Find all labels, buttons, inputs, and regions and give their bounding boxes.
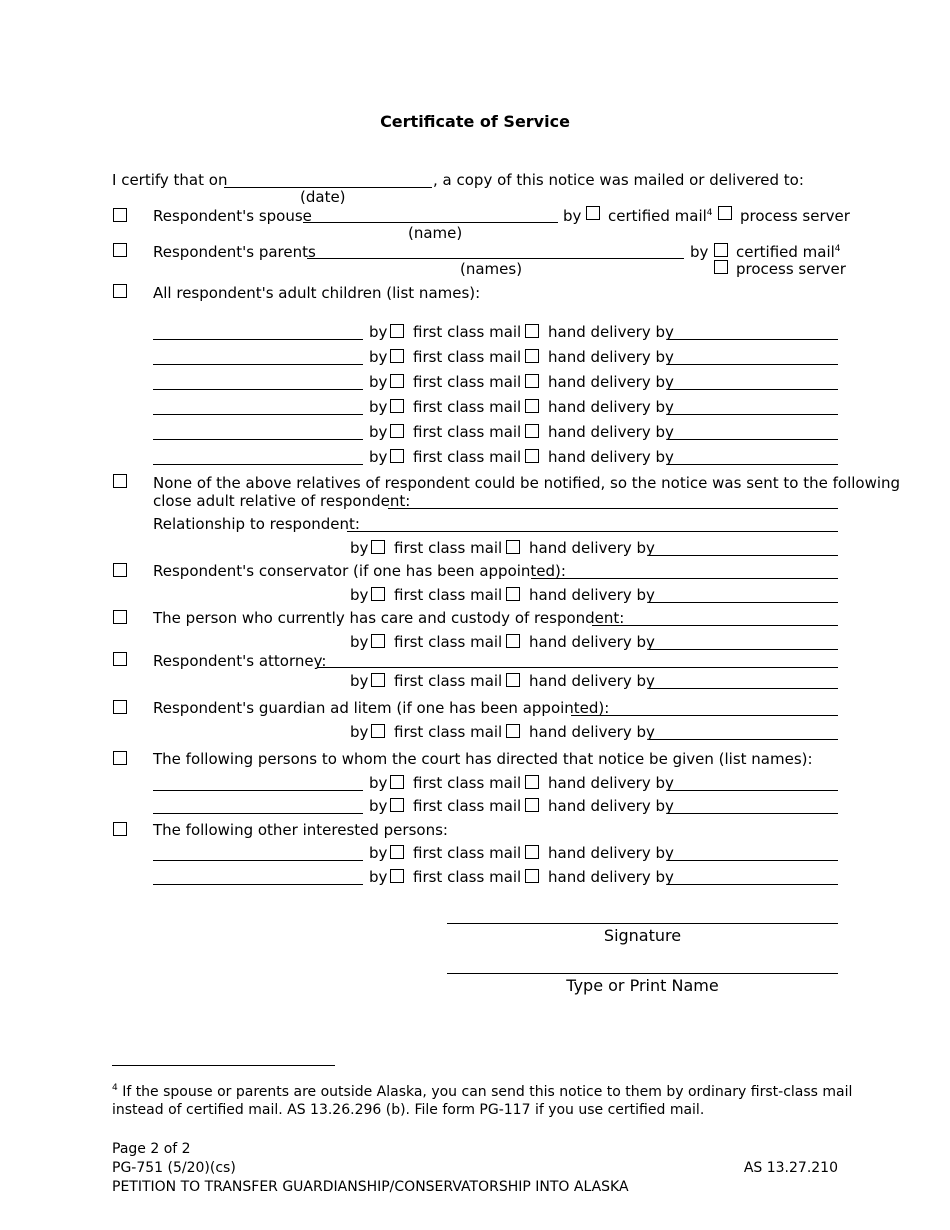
first-class-label: first class mail [394,633,503,651]
spouse-checkbox[interactable] [113,208,127,222]
hand-delivery-checkbox[interactable] [506,540,520,554]
first-class-label: first class mail [413,448,522,466]
footnote-divider [112,1065,335,1066]
hand-delivery-by-field[interactable] [667,339,838,340]
first-class-checkbox[interactable] [390,399,404,413]
hand-delivery-label: hand delivery by [548,348,674,366]
delivery-by: by [369,844,388,862]
delivery-by: by [350,723,369,741]
hand-delivery-by-field[interactable] [667,813,838,814]
hand-delivery-checkbox[interactable] [525,775,539,789]
hand-delivery-label: hand delivery by [529,723,655,741]
attorney-field[interactable] [317,667,838,668]
first-class-label: first class mail [413,774,522,792]
none-relatives-checkbox[interactable] [113,474,127,488]
recipient-name-field[interactable] [153,364,363,365]
first-class-checkbox[interactable] [390,869,404,883]
hand-delivery-checkbox[interactable] [525,869,539,883]
relationship-field[interactable] [347,531,838,532]
gal-label: Respondent's guardian ad litem (if one has been appointed): [153,699,610,717]
recipient-name-field[interactable] [153,389,363,390]
date-caption: (date) [300,188,346,206]
delivery-by: by [369,373,388,391]
parents-certified-checkbox[interactable] [714,243,728,257]
hand-delivery-label: hand delivery by [529,633,655,651]
parents-by: by [690,243,709,261]
hand-delivery-checkbox[interactable] [525,374,539,388]
page-title: Certificate of Service [380,112,570,131]
first-class-label: first class mail [413,398,522,416]
first-class-label: first class mail [394,539,503,557]
recipient-name-field[interactable] [153,884,363,885]
hand-delivery-label: hand delivery by [548,398,674,416]
first-class-label: first class mail [394,723,503,741]
spouse-certified-label: certified mail$^4$ [608,207,713,225]
attorney-label: Respondent's attorney: [153,652,327,670]
first-class-checkbox[interactable] [371,673,385,687]
recipient-name-field[interactable] [153,439,363,440]
parents-label: Respondent's parents [153,243,316,261]
hand-delivery-label: hand delivery by [548,373,674,391]
hand-delivery-checkbox[interactable] [506,634,520,648]
spouse-name-caption: (name) [408,224,463,242]
directed-checkbox[interactable] [113,751,127,765]
delivery-by: by [350,633,369,651]
close-relative-field[interactable] [388,508,838,509]
parents-name-field[interactable] [307,258,684,259]
form-number: PG-751 (5/20)(cs) [112,1160,236,1176]
custody-checkbox[interactable] [113,610,127,624]
page-number: Page 2 of 2 [112,1141,191,1157]
first-class-checkbox[interactable] [390,374,404,388]
recipient-name-field[interactable] [153,813,363,814]
print-name-label: Type or Print Name [566,976,719,995]
statute-reference: AS 13.27.210 [743,1160,838,1176]
hand-delivery-label: hand delivery by [548,844,674,862]
first-class-checkbox[interactable] [390,324,404,338]
first-class-checkbox[interactable] [371,540,385,554]
delivery-by: by [369,448,388,466]
footnote-line1: $^4$ If the spouse or parents are outside Alaska, you can send this notice to them by ordinary first-class mail [112,1083,853,1100]
conservator-field[interactable] [531,578,838,579]
hand-delivery-checkbox[interactable] [506,724,520,738]
first-class-label: first class mail [413,373,522,391]
hand-delivery-label: hand delivery by [548,448,674,466]
delivery-by: by [369,774,388,792]
hand-delivery-checkbox[interactable] [525,798,539,812]
hand-delivery-label: hand delivery by [529,672,655,690]
hand-delivery-checkbox[interactable] [525,424,539,438]
hand-delivery-by-field[interactable] [667,790,838,791]
children-label: All respondent's adult children (list names): [153,284,481,302]
none-relatives-line2: close adult relative of respondent: [153,492,411,510]
first-class-label: first class mail [413,844,522,862]
attorney-checkbox[interactable] [113,652,127,666]
spouse-process-checkbox[interactable] [718,206,732,220]
footnote-mark: 4 [112,1083,118,1093]
custody-label: The person who currently has care and custody of respondent: [153,609,625,627]
conservator-checkbox[interactable] [113,563,127,577]
spouse-name-field[interactable] [303,222,558,223]
hand-delivery-checkbox[interactable] [525,349,539,363]
delivery-by: by [369,423,388,441]
other-label: The following other interested persons: [153,821,448,839]
parents-certified-label: certified mail$^4$ [736,243,841,261]
first-class-label: first class mail [413,348,522,366]
delivery-by: by [369,868,388,886]
hand-delivery-by-field[interactable] [667,884,838,885]
hand-delivery-by-field[interactable] [667,439,838,440]
hand-delivery-checkbox[interactable] [525,449,539,463]
signature-label: Signature [603,926,682,945]
hand-delivery-label: hand delivery by [529,586,655,604]
recipient-name-field[interactable] [153,464,363,465]
hand-delivery-label: hand delivery by [548,868,674,886]
first-class-checkbox[interactable] [371,724,385,738]
hand-delivery-checkbox[interactable] [506,673,520,687]
hand-delivery-by-field[interactable] [667,389,838,390]
first-class-checkbox[interactable] [371,587,385,601]
recipient-name-field[interactable] [153,414,363,415]
parents-name-caption: (names) [460,260,523,278]
hand-delivery-checkbox[interactable] [525,399,539,413]
first-class-checkbox[interactable] [390,424,404,438]
hand-delivery-by-field[interactable] [667,364,838,365]
spouse-certified-checkbox[interactable] [586,206,600,220]
intro-prefix: I certify that on [112,171,228,189]
none-relatives-line1: None of the above relatives of respondent could be notified, so the notice was sent to the following [153,474,901,492]
first-class-checkbox[interactable] [390,845,404,859]
hand-delivery-checkbox[interactable] [525,324,539,338]
first-class-label: first class mail [413,423,522,441]
first-class-checkbox[interactable] [371,634,385,648]
hand-delivery-by-field[interactable] [649,602,838,603]
footnote-line2: instead of certified mail. AS 13.26.296 (b). File form PG-117 if you use certified mail. [112,1102,705,1118]
first-class-label: first class mail [394,586,503,604]
hand-delivery-by-field[interactable] [649,688,838,689]
spouse-process-label: process server [740,207,850,225]
conservator-label: Respondent's conservator (if one has been appointed): [153,562,566,580]
hand-delivery-by-field[interactable] [667,464,838,465]
directed-label: The following persons to whom the court has directed that notice be given (list names): [153,750,813,768]
first-class-checkbox[interactable] [390,349,404,363]
hand-delivery-checkbox[interactable] [506,587,520,601]
delivery-by: by [369,398,388,416]
hand-delivery-label: hand delivery by [548,323,674,341]
parents-process-checkbox[interactable] [714,260,728,274]
gal-field[interactable] [571,715,838,716]
first-class-checkbox[interactable] [390,798,404,812]
delivery-by: by [350,539,369,557]
first-class-checkbox[interactable] [390,449,404,463]
first-class-checkbox[interactable] [390,775,404,789]
children-checkbox[interactable] [113,284,127,298]
print-name-field[interactable] [447,973,838,974]
hand-delivery-by-field[interactable] [667,860,838,861]
delivery-by: by [369,348,388,366]
delivery-by: by [369,323,388,341]
recipient-name-field[interactable] [153,339,363,340]
other-checkbox[interactable] [113,822,127,836]
first-class-label: first class mail [394,672,503,690]
first-class-label: first class mail [413,323,522,341]
first-class-label: first class mail [413,797,522,815]
parents-checkbox[interactable] [113,243,127,257]
form-title: PETITION TO TRANSFER GUARDIANSHIP/CONSERVATORSHIP INTO ALASKA [112,1179,629,1195]
custody-field[interactable] [592,625,838,626]
hand-delivery-by-field[interactable] [667,414,838,415]
recipient-name-field[interactable] [153,860,363,861]
gal-checkbox[interactable] [113,700,127,714]
spouse-by: by [563,207,582,225]
hand-delivery-label: hand delivery by [548,774,674,792]
hand-delivery-by-field[interactable] [649,555,838,556]
hand-delivery-by-field[interactable] [649,739,838,740]
relationship-label: Relationship to respondent: [153,515,360,533]
intro-suffix: , a copy of this notice was mailed or delivered to: [433,171,804,189]
delivery-by: by [350,672,369,690]
hand-delivery-label: hand delivery by [548,423,674,441]
signature-field[interactable] [447,923,838,924]
delivery-by: by [369,797,388,815]
hand-delivery-checkbox[interactable] [525,845,539,859]
hand-delivery-label: hand delivery by [548,797,674,815]
spouse-label: Respondent's spouse [153,207,312,225]
hand-delivery-label: hand delivery by [529,539,655,557]
delivery-by: by [350,586,369,604]
recipient-name-field[interactable] [153,790,363,791]
parents-process-label: process server [736,260,846,278]
hand-delivery-by-field[interactable] [649,649,838,650]
first-class-label: first class mail [413,868,522,886]
